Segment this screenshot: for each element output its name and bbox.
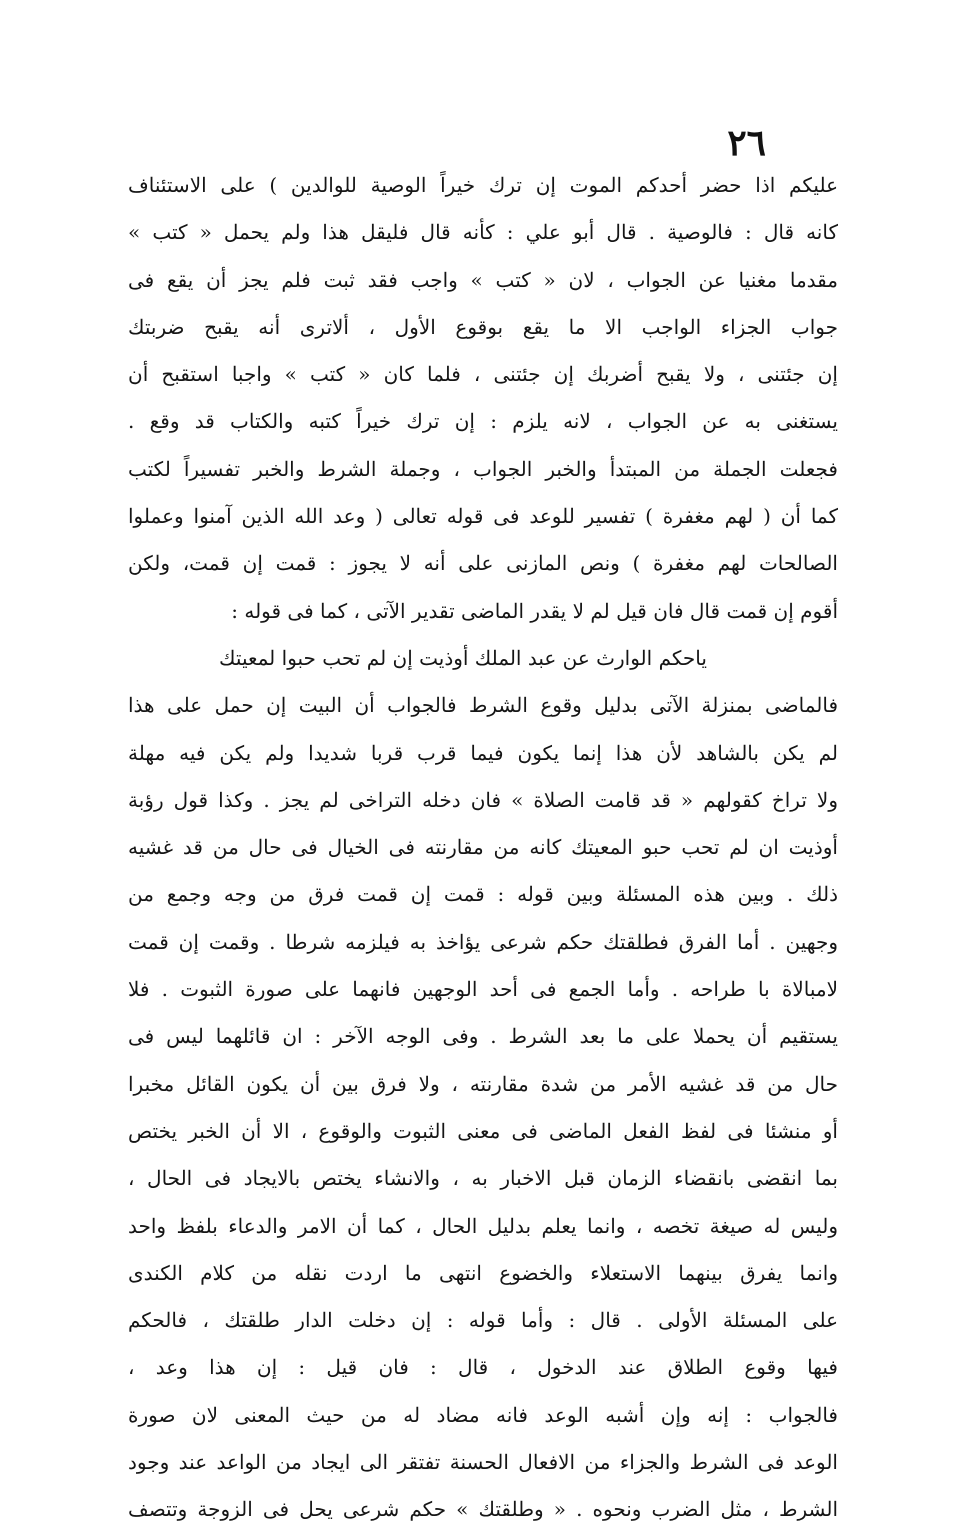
text-line-1: عليكم اذا حضر أحدكم الموت إن ترك خيراً الوصية للوالدين ) على الاستئناف — [128, 173, 838, 197]
text-line-12: فالماضى بمنزلة الآتى بدليل وقوع الشرط فالجواب أن البيت إن حمل على هذا — [128, 693, 838, 718]
text-line-26: فيها وقوع الطلاق عند الدخول ، قال : فان قيل : إن هذا وعد ، — [128, 1355, 838, 1380]
text-line-14: ولا تراخ كقولهم « قد قامت الصلاة » فان دخله التراخى لم يجز . وكذا قول رؤبة — [128, 787, 838, 812]
body-text — [128, 162, 838, 1534]
text-line-3: مقدما مغنيا عن الجواب ، لان « كتب » واجب فقد ثبت فلم يجز أن يقع فى — [128, 267, 838, 292]
text-line-21: أو منشئا فى لفظ الفعل الماضى فى معنى الثبوت والوقوع ، الا أن الخبر يختص — [128, 1118, 838, 1143]
text-line-19: يستقيم أن يحملا على ما بعد الشرط . وفى الوجه الآخر : ان قائلهما ليس فى — [128, 1024, 838, 1049]
text-line-17: وجهين . أما الفرق فطلقتك حكم شرعى يؤاخذ به فيلزمه شرطا . وقمت إن قمت — [128, 929, 838, 954]
poem-verse: ياحكم الوارث عن عبد الملك أوذيت إن لم تحب حبوا لمعيتك — [219, 645, 707, 670]
text-line-4: جواب الجزاء الواجب الا ما يقع بوقوع الأول ، ألاترى أنه يقبح ضربتك — [128, 314, 838, 339]
text-line-8: كما أن ( لهم مغفرة ) تفسير للوعد فى قوله تعالى ( وعد الله الذين آمنوا وعملوا — [128, 504, 838, 529]
text-line-15: أوذيت ان لم تحب حبو المعيتك كانه من مقارنته فى الخيال فى حال من قد غشيه — [128, 835, 838, 860]
text-line-5: إن جئتنى ، ولا يقبح أضربك إن جئتنى ، فلما كان « كتب » واجبا استقبح أن — [128, 362, 838, 387]
page-number: ٢٦ — [727, 122, 766, 164]
text-line-6: يستغنى به عن الجواب ، لانه يلزم : إن ترك خيراً كتبه والكتاب قد وقع . — [128, 409, 838, 434]
text-line-24: وانما يفرق بينهما الاستعلاء والخضوع انتهى ما اردت نقله من كلام الكندى — [128, 1260, 838, 1285]
text-line-13: لم يكن بالشاهد لأن هذا إنما يكون فيما قرب قربا شديدا ولم يكن فيه مهلة — [128, 740, 838, 765]
text-line-22: بما انقضى بانقضاء الزمان قبل الاخبار به ، والانشاء يختص بالايجاد فى الحال ، — [128, 1166, 838, 1191]
text-line-16: ذلك . وبين هذه المسئلة وبين قوله : قمت إن قمت فرق من وجه وجمع من — [128, 882, 838, 907]
text-line-2: كانه قال : فالوصية . قال أبو علي : كأنه قال فليقل هذا ولم يحمل « كتب » — [128, 220, 838, 245]
text-line-10: أقوم إن قمت قال فان قيل لم لا يقدر الماضى تقدير الآتى ، كما فى قوله : — [231, 598, 838, 623]
text-line-23: وليس له صيغة تخصه ، وانما يعلم بدليل الحال ، كما أن الامر والدعاء بلفظ واحد — [128, 1213, 838, 1238]
text-line-25: على المسئلة الأولى . قال : وأما قوله : إن دخلت الدار طلقتك ، فالحكم — [128, 1308, 838, 1333]
text-line-28: الوعد فى الشرط والجزاء من الافعال الحسنة تفتقر الى ايجاد من الواعد عند وجود — [128, 1450, 838, 1475]
text-line-27: فالجواب : إنه وإن أشبه الوعد فانه مضاد له من حيث المعنى لان صورة — [128, 1402, 838, 1427]
text-line-7: فجعلت الجملة من المبتدأ والخبر الجواب ، وجملة الشرط والخبر تفسيراً لكتب — [128, 456, 838, 481]
text-line-18: لامبالاة با طراحه . وأما الجمع فى أحد الوجهين فانهما على صورة الثبوت . فلا — [128, 977, 838, 1002]
text-line-20: حال من قد غشيه الأمر من شدة مقارنته ، ولا فرق بين أن يكون القائل مخبرا — [128, 1071, 838, 1096]
text-line-29: الشرط ، مثل الضرب ونحوه . « وطلقتك » حكم شرعى يحل فى الزوجة وتتصف — [128, 1497, 838, 1522]
text-line-9: الصالحات لهم مغفرة ) ونص المازنى على أنه لا يجوز : قمت إن قمت، ولكن — [128, 551, 838, 576]
